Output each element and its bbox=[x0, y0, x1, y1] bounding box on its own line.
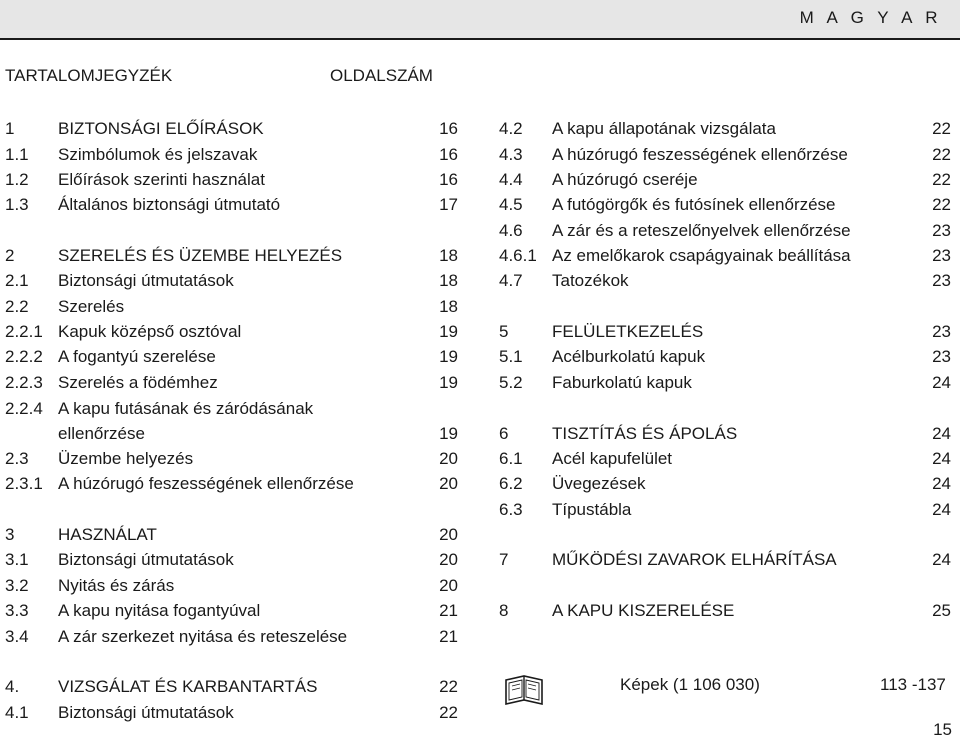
entry-page: 21 bbox=[439, 627, 458, 646]
entry-number: 6.2 bbox=[499, 474, 523, 493]
entry-page: 24 bbox=[932, 474, 951, 493]
entry-number: 5.1 bbox=[499, 347, 523, 366]
entry-text: Előírások szerinti használat bbox=[58, 170, 265, 189]
entry-number: 4.6 bbox=[499, 221, 523, 240]
entry-text: FELÜLETKEZELÉS bbox=[552, 322, 704, 341]
entry-page: 23 bbox=[932, 271, 951, 290]
entry-page: 19 bbox=[439, 373, 458, 392]
entry-number: 4.1 bbox=[5, 703, 29, 722]
toc-entry[interactable] bbox=[5, 192, 458, 217]
entry-number: 2.2.3 bbox=[5, 373, 43, 392]
entry-text: A fogantyú szerelése bbox=[58, 347, 216, 366]
entry-page: 20 bbox=[439, 525, 458, 544]
entry-number: 3.3 bbox=[5, 601, 29, 620]
entry-text: A húzórugó cseréje bbox=[552, 170, 698, 189]
entry-text: TISZTÍTÁS ÉS ÁPOLÁS bbox=[552, 424, 738, 443]
entry-text: Acélburkolatú kapuk bbox=[552, 347, 706, 366]
entry-text: Típustábla bbox=[552, 500, 632, 519]
entry-number: 4.2 bbox=[499, 119, 523, 138]
entry-page: 22 bbox=[932, 119, 951, 138]
entry-page: 22 bbox=[932, 145, 951, 164]
entry-text: ellenőrzése bbox=[58, 424, 145, 443]
entry-page: 17 bbox=[439, 195, 458, 214]
toc-entry[interactable] bbox=[499, 471, 951, 496]
entry-page: 16 bbox=[439, 170, 458, 189]
toc-entry[interactable] bbox=[499, 547, 951, 572]
entry-page: 18 bbox=[439, 271, 458, 290]
toc-entry[interactable] bbox=[499, 268, 951, 293]
toc-entry[interactable] bbox=[499, 421, 951, 446]
entry-page: 21 bbox=[439, 601, 458, 620]
entry-number: 1.3 bbox=[5, 195, 29, 214]
entry-number: 4. bbox=[5, 677, 20, 696]
entry-number: 1.2 bbox=[5, 170, 29, 189]
entry-page: 19 bbox=[439, 347, 458, 366]
entry-number: 4.4 bbox=[499, 170, 523, 189]
entry-number: 5 bbox=[499, 322, 509, 341]
entry-number: 2.2.2 bbox=[5, 347, 43, 366]
entry-number: 3.2 bbox=[5, 576, 29, 595]
toc-entry[interactable] bbox=[5, 421, 458, 446]
entry-text: Szerelés bbox=[58, 297, 125, 316]
entry-text: Biztonsági útmutatások bbox=[58, 703, 234, 722]
toc-entry[interactable] bbox=[5, 446, 458, 471]
entry-number: 3.1 bbox=[5, 550, 29, 569]
toc-entry[interactable] bbox=[5, 294, 458, 319]
entry-text: Üvegezések bbox=[552, 474, 646, 493]
toc-entry[interactable] bbox=[5, 167, 458, 192]
toc-entry[interactable] bbox=[499, 192, 951, 217]
entry-text: Az emelőkarok csapágyainak beállítása bbox=[552, 246, 851, 265]
entry-page: 16 bbox=[439, 119, 458, 138]
toc-entry[interactable] bbox=[5, 319, 458, 344]
entry-page: 20 bbox=[439, 474, 458, 493]
entry-number: 6 bbox=[499, 424, 509, 443]
open-book-icon bbox=[503, 672, 545, 708]
entry-number: 4.3 bbox=[499, 145, 523, 164]
entry-text: Acél kapufelület bbox=[552, 449, 673, 468]
images-label[interactable]: Képek (1 106 030) bbox=[620, 675, 760, 694]
entry-text: SZERELÉS ÉS ÜZEMBE HELYEZÉS bbox=[58, 246, 343, 265]
entry-text: Faburkolatú kapuk bbox=[552, 373, 692, 392]
toc-entry[interactable] bbox=[5, 344, 458, 369]
entry-text: BIZTONSÁGI ELŐÍRÁSOK bbox=[58, 119, 264, 138]
toc-entry[interactable] bbox=[499, 370, 951, 395]
toc-entry[interactable] bbox=[499, 598, 951, 623]
entry-number: 2.2 bbox=[5, 297, 29, 316]
entry-page: 16 bbox=[439, 145, 458, 164]
page-number: 15 bbox=[933, 720, 952, 739]
entry-text: Kapuk középső osztóval bbox=[58, 322, 242, 341]
toc-entry[interactable] bbox=[5, 573, 458, 598]
language-label: M A G Y A R bbox=[799, 8, 942, 27]
toc-entry[interactable] bbox=[499, 446, 951, 471]
toc-entry[interactable] bbox=[5, 243, 458, 268]
entry-number: 4.6.1 bbox=[499, 246, 537, 265]
toc-entry[interactable] bbox=[499, 319, 951, 344]
toc-entry[interactable] bbox=[499, 497, 951, 522]
header-divider bbox=[0, 38, 960, 40]
entry-page: 18 bbox=[439, 246, 458, 265]
toc-entry[interactable] bbox=[5, 142, 458, 167]
toc-entry[interactable] bbox=[499, 243, 951, 268]
toc-entry[interactable] bbox=[5, 370, 458, 395]
entry-page: 24 bbox=[932, 500, 951, 519]
entry-number: 2.2.4 bbox=[5, 399, 43, 418]
entry-page: 25 bbox=[932, 601, 951, 620]
toc-entry[interactable] bbox=[5, 624, 458, 649]
entry-page: 24 bbox=[932, 550, 951, 569]
entry-page: 24 bbox=[932, 373, 951, 392]
entry-number: 2.1 bbox=[5, 271, 29, 290]
images-pages: 113 -137 bbox=[880, 675, 946, 694]
entry-number: 5.2 bbox=[499, 373, 523, 392]
entry-text: A zár szerkezet nyitása és reteszelése bbox=[58, 627, 348, 646]
entry-number: 3 bbox=[5, 525, 15, 544]
entry-text: Nyitás és zárás bbox=[58, 576, 175, 595]
entry-page: 24 bbox=[932, 449, 951, 468]
entry-number: 2.3.1 bbox=[5, 474, 43, 493]
entry-page: 22 bbox=[439, 677, 458, 696]
entry-number: 2.3 bbox=[5, 449, 29, 468]
entry-page: 23 bbox=[932, 246, 951, 265]
entry-text: A KAPU KISZERELÉSE bbox=[552, 601, 735, 620]
toc-entry[interactable] bbox=[5, 522, 458, 547]
page-column-title: OLDALSZÁM bbox=[330, 66, 433, 85]
toc-entry[interactable] bbox=[5, 116, 458, 141]
entry-text: A húzórugó feszességének ellenőrzése bbox=[58, 474, 354, 493]
entry-number: 7 bbox=[499, 550, 509, 569]
entry-text: Tatozékok bbox=[552, 271, 629, 290]
toc-entry[interactable] bbox=[5, 700, 458, 725]
toc-entry[interactable] bbox=[5, 547, 458, 572]
entry-text: Szimbólumok és jelszavak bbox=[58, 145, 258, 164]
entry-text: VIZSGÁLAT ÉS KARBANTARTÁS bbox=[58, 677, 318, 696]
entry-text: A kapu állapotának vizsgálata bbox=[552, 119, 776, 138]
entry-text: MŰKÖDÉSI ZAVAROK ELHÁRÍTÁSA bbox=[552, 550, 837, 569]
entry-text: Biztonsági útmutatások bbox=[58, 550, 234, 569]
entry-page: 19 bbox=[439, 424, 458, 443]
entry-number: 6.3 bbox=[499, 500, 523, 519]
toc-entry[interactable] bbox=[5, 471, 458, 496]
entry-page: 22 bbox=[439, 703, 458, 722]
entry-text: Biztonsági útmutatások bbox=[58, 271, 234, 290]
entry-page: 23 bbox=[932, 221, 951, 240]
toc-entry[interactable] bbox=[5, 674, 458, 699]
toc-entry[interactable] bbox=[499, 116, 951, 141]
entry-number: 4.5 bbox=[499, 195, 523, 214]
entry-page: 22 bbox=[932, 195, 951, 214]
entry-text: A kapu nyitása fogantyúval bbox=[58, 601, 261, 620]
entry-number: 2 bbox=[5, 246, 15, 265]
toc-entry[interactable] bbox=[499, 218, 951, 243]
entry-number: 8 bbox=[499, 601, 509, 620]
entry-page: 18 bbox=[439, 297, 458, 316]
toc-title: TARTALOMJEGYZÉK bbox=[5, 66, 173, 85]
entry-page: 22 bbox=[932, 170, 951, 189]
entry-number: 3.4 bbox=[5, 627, 29, 646]
entry-text: A zár és a reteszelőnyelvek ellenőrzése bbox=[552, 221, 851, 240]
toc-entry[interactable] bbox=[5, 396, 458, 421]
entry-number: 1.1 bbox=[5, 145, 29, 164]
entry-page: 24 bbox=[932, 424, 951, 443]
entry-text: HASZNÁLAT bbox=[58, 525, 157, 544]
entry-page: 23 bbox=[932, 322, 951, 341]
entry-page: 19 bbox=[439, 322, 458, 341]
entry-page: 20 bbox=[439, 550, 458, 569]
entry-number: 6.1 bbox=[499, 449, 523, 468]
entry-text: Üzembe helyezés bbox=[58, 449, 194, 468]
entry-text: Szerelés a födémhez bbox=[58, 373, 218, 392]
entry-text: Általános biztonsági útmutató bbox=[58, 195, 281, 214]
toc-entry[interactable] bbox=[499, 142, 951, 167]
entry-page: 23 bbox=[932, 347, 951, 366]
entry-page: 20 bbox=[439, 449, 458, 468]
entry-number: 1 bbox=[5, 119, 15, 138]
entry-text: A futógörgők és futósínek ellenőrzése bbox=[552, 195, 836, 214]
entry-text: A kapu futásának és záródásának bbox=[58, 399, 314, 418]
entry-number: 4.7 bbox=[499, 271, 523, 290]
entry-text: A húzórugó feszességének ellenőrzése bbox=[552, 145, 848, 164]
entry-page: 20 bbox=[439, 576, 458, 595]
toc-entry[interactable] bbox=[5, 268, 458, 293]
toc-entry[interactable] bbox=[5, 598, 458, 623]
toc-entry[interactable] bbox=[499, 344, 951, 369]
toc-entry[interactable] bbox=[499, 167, 951, 192]
entry-number: 2.2.1 bbox=[5, 322, 43, 341]
